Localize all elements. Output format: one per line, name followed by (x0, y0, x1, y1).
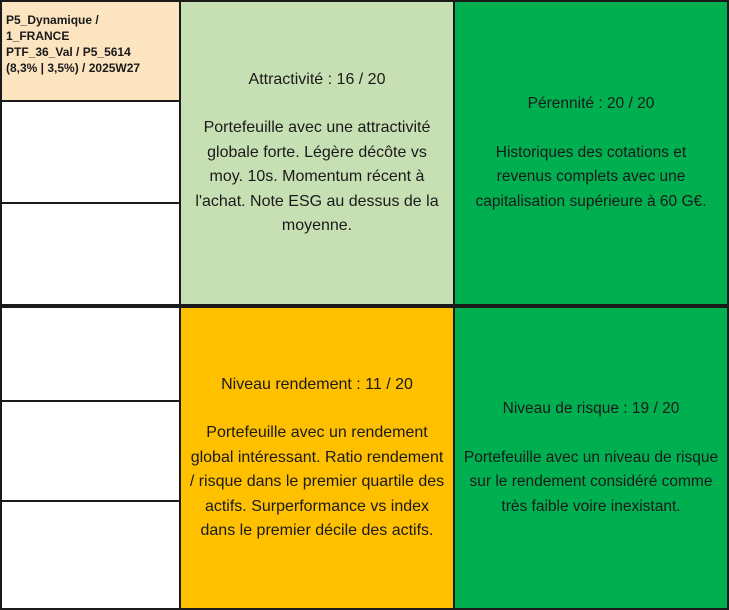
risque-title: Niveau de risque : 19 / 20 (502, 400, 680, 417)
attractivite-body: Portefeuille avec une attractivité globale forte. Légère décôte vs moy. 10s. Momentum récent à l'achat. Note ESG au dessus de la moyenne. (195, 119, 439, 234)
attractivite-title: Attractivité : 16 / 20 (248, 70, 386, 88)
card-risque (453, 306, 729, 610)
blank-cell-1 (0, 100, 181, 204)
card-rendement (179, 306, 455, 610)
blank-cell-5 (0, 500, 181, 610)
blank-cell-2 (0, 202, 181, 306)
card-perennite (453, 0, 729, 306)
card-attractivite (179, 0, 455, 306)
rendement-body: Portefeuille avec un rendement global intéressant. Ratio rendement / risque dans le premier quartile des actifs. Surperformance vs index dans le premier décile des actifs. (189, 424, 445, 539)
risque-body: Portefeuille avec un niveau de risque sur le rendement considéré comme très faible voire inexistant. (463, 448, 719, 515)
perennite-body: Historiques des cotations et revenus complets avec une capitalisation supérieure à 60 G€. (475, 143, 707, 210)
rendement-title: Niveau rendement : 11 / 20 (221, 375, 413, 393)
blank-cell-3 (0, 306, 181, 402)
portfolio-header: P5_Dynamique / 1_FRANCE PTF_36_Val / P5_5614 (8,3% | 3,5%) / 2025W27 (0, 0, 181, 102)
perennite-title: Pérennité : 20 / 20 (527, 95, 655, 112)
blank-cell-4 (0, 400, 181, 502)
